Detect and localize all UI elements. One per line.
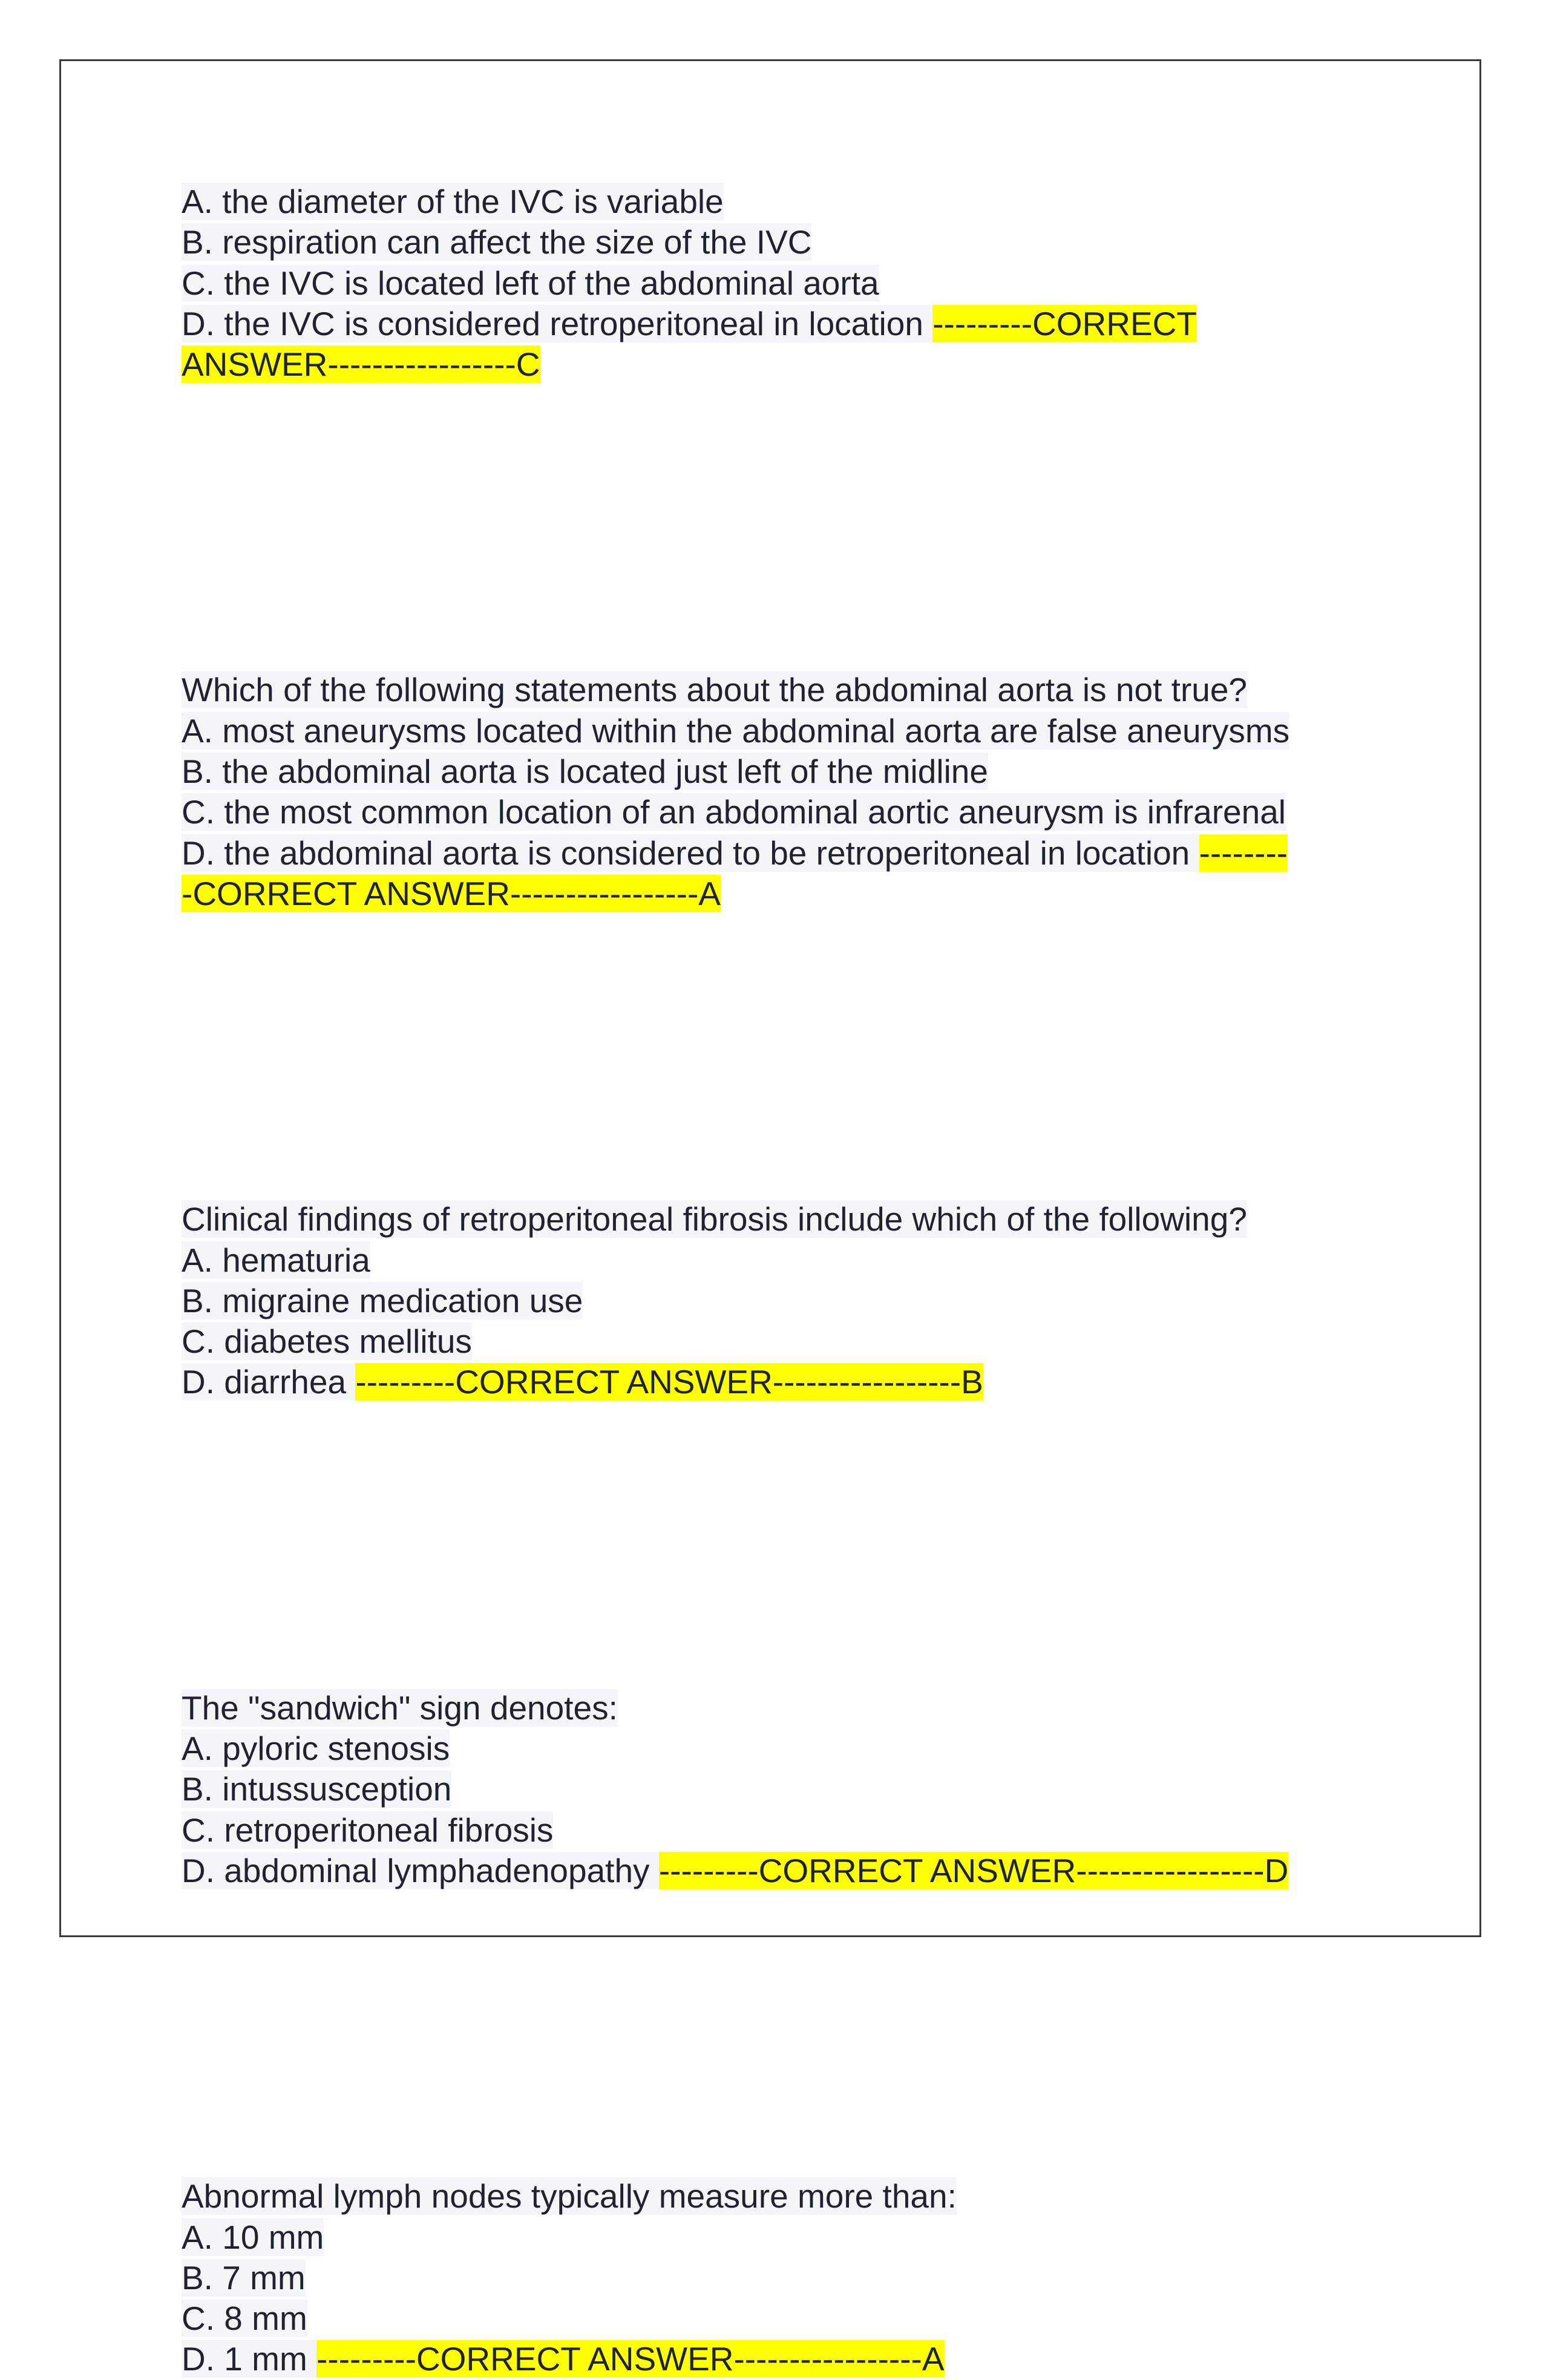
option-b: B. the abdominal aorta is located just left of the midline — [182, 753, 988, 791]
option-c: C. 8 mm — [182, 2300, 307, 2338]
option-b: B. 7 mm — [182, 2258, 306, 2297]
question-block-3 — [182, 1199, 1368, 1402]
question-block-5 — [182, 2176, 1368, 2379]
correct-answer-highlight: -CORRECT ANSWER-----------------A — [182, 874, 721, 912]
option-a: A. the diameter of the IVC is variable — [182, 183, 724, 220]
correct-answer-highlight: ---------CORRECT ANSWER-----------------B — [355, 1363, 983, 1401]
question-block-1 — [182, 181, 1368, 385]
option-b: B. migraine medication use — [182, 1281, 583, 1319]
option-d: D. the IVC is considered retroperitoneal in location ---------CORRECT — [182, 304, 1197, 342]
correct-answer-line — [182, 344, 1368, 385]
correct-answer-highlight: ANSWER-----------------C — [182, 345, 540, 384]
question-text: Which of the following statements about the abdominal aorta is not true? — [182, 671, 1248, 709]
question-text: Clinical findings of retroperitoneal fibrosis include which of the following? — [182, 1200, 1247, 1238]
option-a: A. most aneurysms located within the abdominal aorta are false aneurysms — [182, 711, 1290, 750]
option-a: A. hematuria — [182, 1241, 370, 1279]
question-block-2 — [182, 670, 1368, 914]
option-d: D. diarrhea ---------CORRECT ANSWER-----------------B — [182, 1363, 983, 1401]
question-block-4 — [182, 1688, 1368, 1891]
correct-answer-highlight: ---------CORRECT — [932, 304, 1197, 342]
correct-answer-highlight: -------- — [1199, 834, 1288, 872]
correct-answer-highlight: ---------CORRECT ANSWER-----------------D — [658, 1851, 1289, 1889]
option-c: C. the IVC is located left of the abdominal aorta — [182, 264, 879, 302]
option-c: C. the most common location of an abdominal aortic aneurysm is infrarenal — [182, 793, 1286, 831]
option-a: A. 10 mm — [182, 2218, 324, 2256]
option-b: B. respiration can affect the size of the IVC — [182, 223, 812, 261]
option-c: C. retroperitoneal fibrosis — [182, 1811, 554, 1849]
option-a: A. pyloric stenosis — [182, 1730, 450, 1768]
option-b: B. intussusception — [182, 1770, 452, 1808]
question-text: Abnormal lymph nodes typically measure more than: — [182, 2177, 957, 2215]
correct-answer-line — [182, 874, 1368, 914]
question-text: The "sandwich" sign denotes: — [182, 1689, 618, 1727]
option-d: D. abdominal lymphadenopathy ---------CORRECT ANSWER-----------------D — [182, 1851, 1289, 1889]
document-body — [182, 181, 1368, 2380]
option-c: C. diabetes mellitus — [182, 1322, 472, 1361]
option-d: D. 1 mm ---------CORRECT ANSWER-----------------A — [182, 2340, 945, 2378]
correct-answer-highlight: ---------CORRECT ANSWER-----------------A — [316, 2340, 945, 2378]
option-d: D. the abdominal aorta is considered to be retroperitoneal in location -------- — [182, 834, 1288, 872]
